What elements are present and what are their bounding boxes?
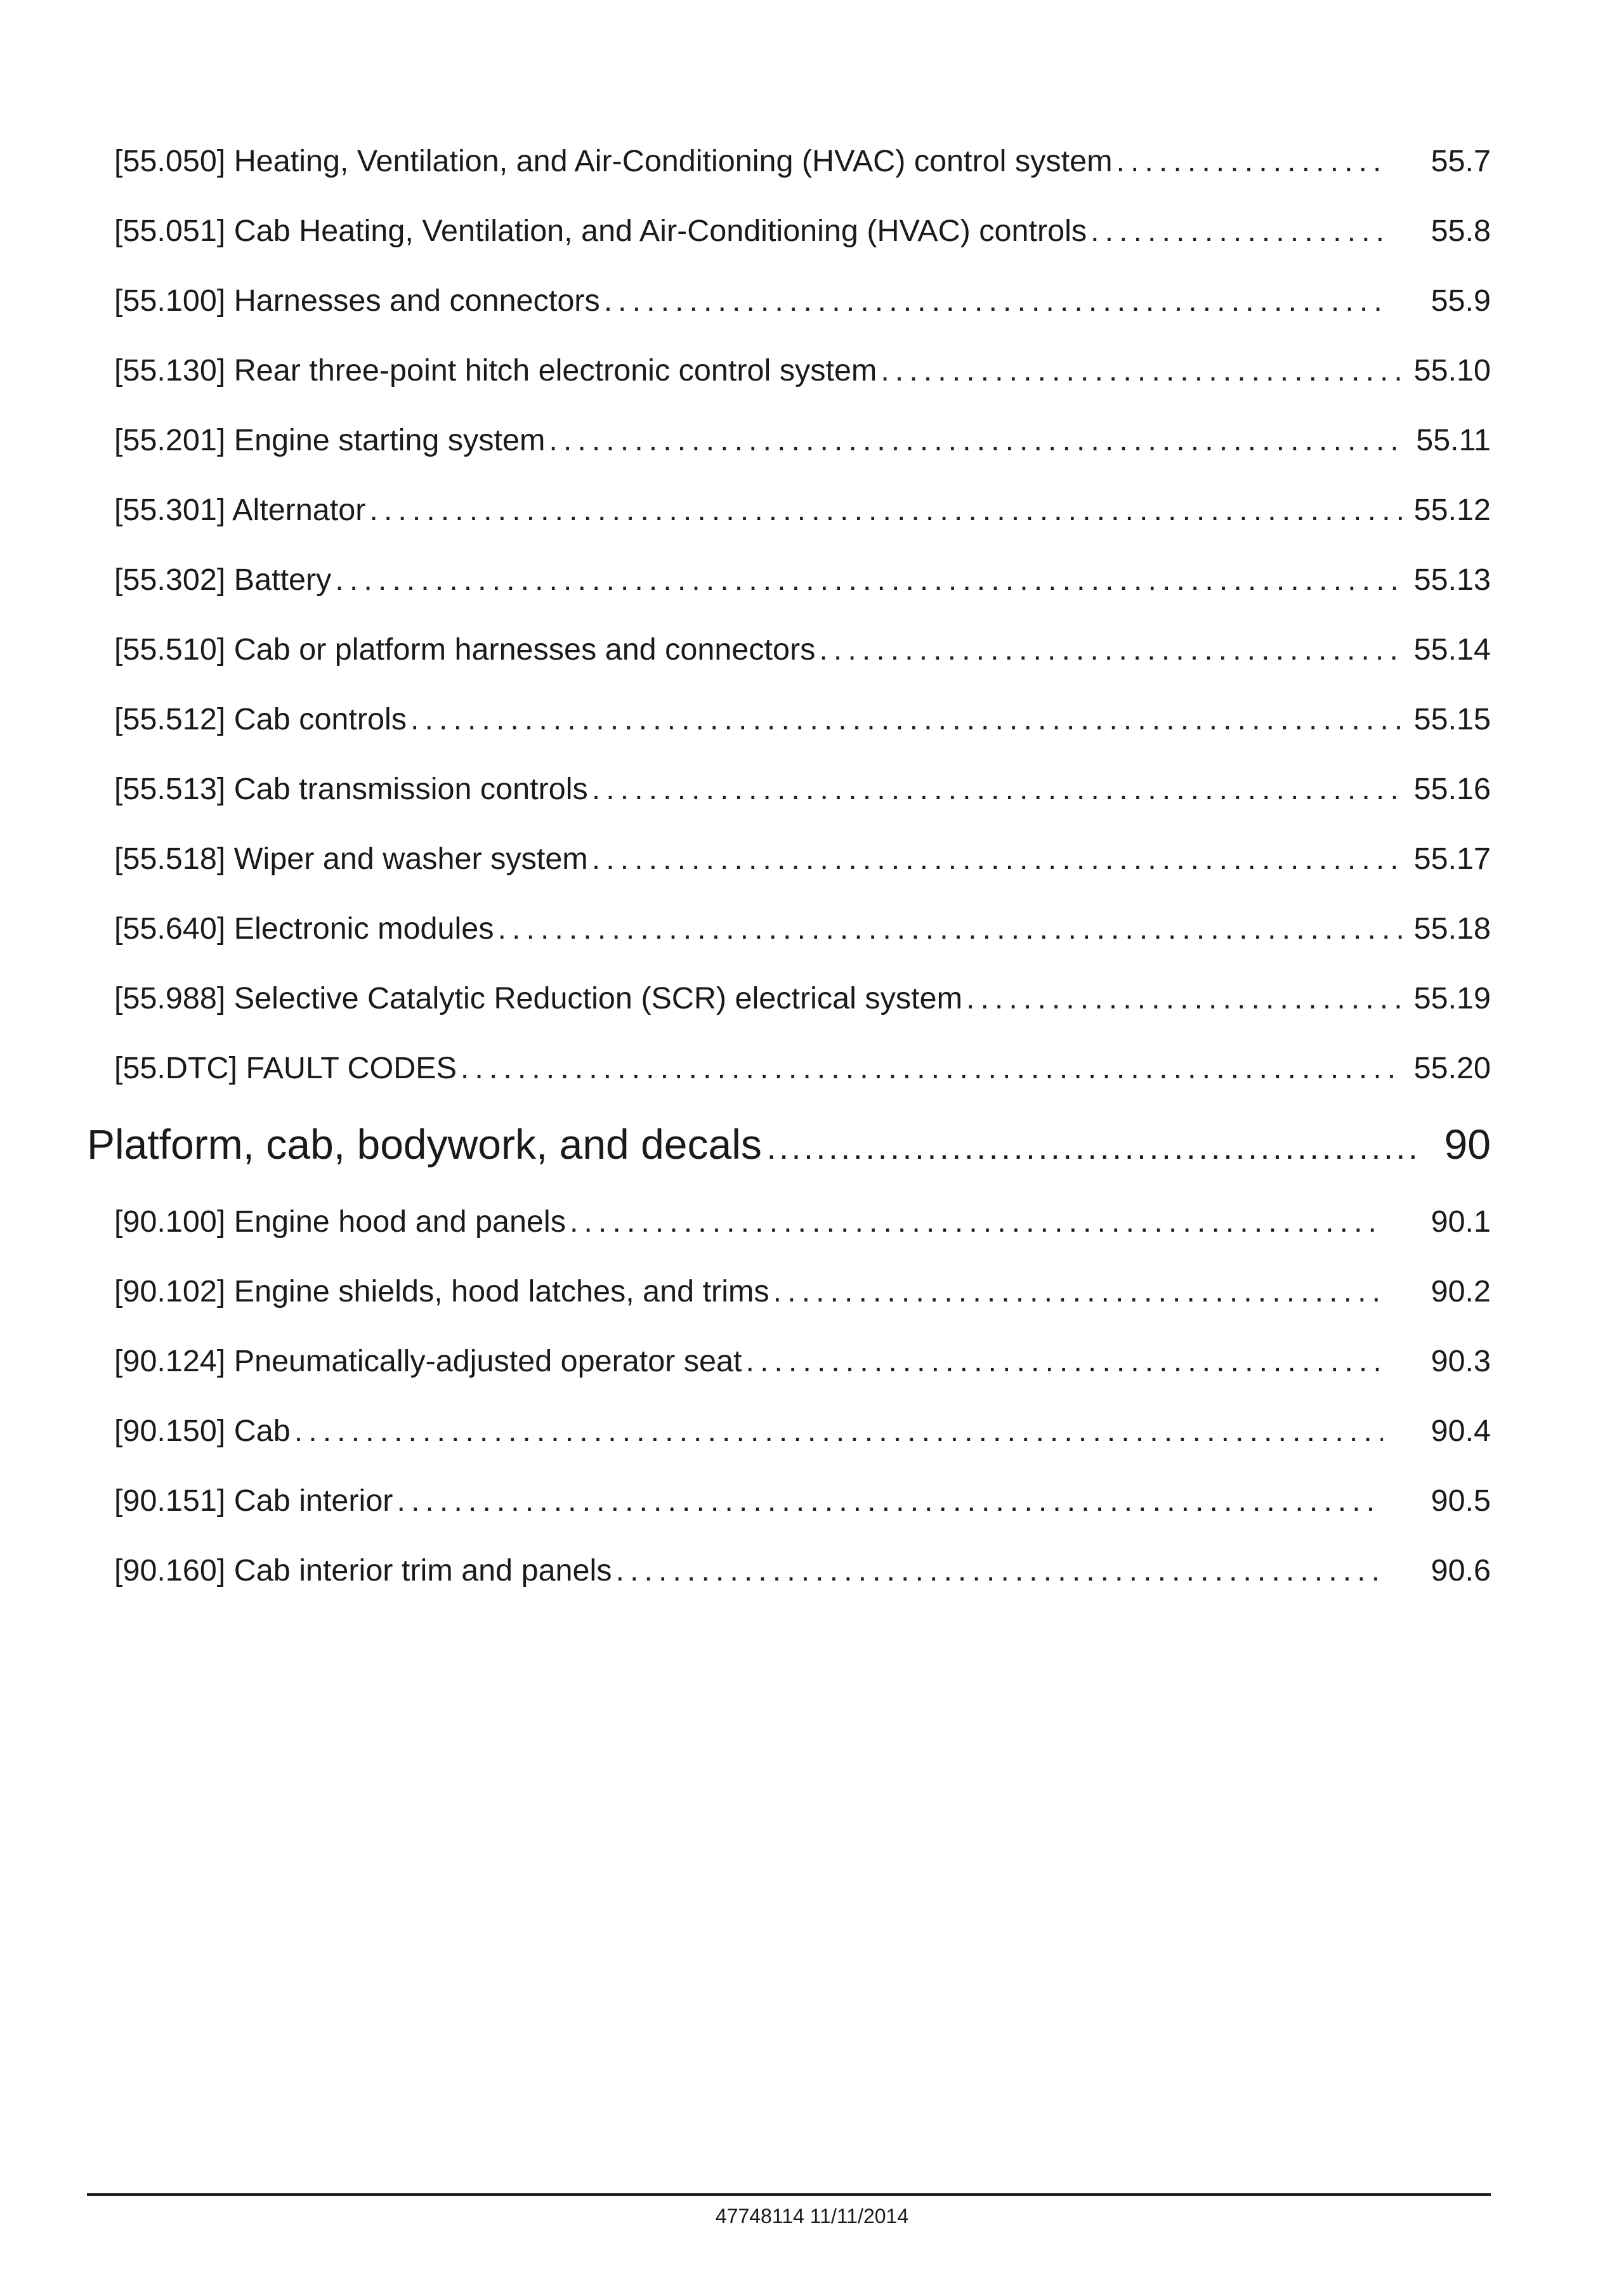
toc-entry-page: 55.9 bbox=[1431, 284, 1491, 318]
toc-entry[interactable] bbox=[114, 1196, 1491, 1247]
toc-entry[interactable] bbox=[114, 833, 1491, 884]
dot-leader bbox=[369, 485, 1402, 535]
toc-entry-title: [55.130] Rear three-point hitch electronic control system bbox=[114, 353, 877, 388]
toc-entry-page: 55.15 bbox=[1413, 702, 1491, 736]
dot-leader bbox=[396, 1475, 1383, 1526]
toc-entry-page: 55.19 bbox=[1413, 981, 1491, 1015]
toc-entry-title: [55.201] Engine starting system bbox=[114, 423, 546, 457]
dot-leader bbox=[410, 694, 1402, 745]
toc-entry[interactable] bbox=[114, 694, 1491, 745]
toc-entry-title: [90.100] Engine hood and panels bbox=[114, 1204, 566, 1239]
dot-leader bbox=[616, 1545, 1383, 1596]
toc-entry[interactable] bbox=[114, 1406, 1491, 1456]
dot-leader bbox=[498, 903, 1402, 954]
dot-leader bbox=[335, 554, 1402, 605]
toc-entry-page: 55.7 bbox=[1431, 144, 1491, 178]
dot-leader bbox=[592, 764, 1402, 814]
dot-leader bbox=[1090, 205, 1383, 256]
toc-entry-page: 55.11 bbox=[1416, 423, 1491, 457]
toc-entry-title: [90.102] Engine shields, hood latches, and trims bbox=[114, 1274, 769, 1308]
toc-entry-title: [55.513] Cab transmission controls bbox=[114, 772, 588, 806]
footer-divider bbox=[87, 2193, 1491, 2196]
toc-entry-page: 90.4 bbox=[1431, 1414, 1491, 1448]
toc-entry[interactable] bbox=[114, 485, 1491, 535]
toc-entry[interactable] bbox=[114, 415, 1491, 466]
toc-entry[interactable] bbox=[114, 554, 1491, 605]
toc-entry[interactable] bbox=[114, 764, 1491, 814]
toc-entry-page: 55.8 bbox=[1431, 214, 1491, 248]
toc-entry-title: [90.160] Cab interior trim and panels bbox=[114, 1553, 612, 1588]
toc-entry[interactable] bbox=[114, 1266, 1491, 1317]
toc-entry-page: 55.16 bbox=[1413, 772, 1491, 806]
dot-leader bbox=[549, 415, 1402, 466]
toc-entry-page: 90.2 bbox=[1431, 1274, 1491, 1308]
dot-leader bbox=[819, 624, 1402, 675]
toc-entry[interactable] bbox=[114, 624, 1491, 675]
toc-entry[interactable] bbox=[114, 345, 1491, 396]
toc-entry[interactable] bbox=[114, 275, 1491, 326]
toc-entry-page: 90.3 bbox=[1431, 1344, 1491, 1378]
toc-entry-page: 55.10 bbox=[1413, 353, 1491, 388]
toc-entry-title: [55.302] Battery bbox=[114, 563, 332, 597]
toc-entry[interactable] bbox=[114, 903, 1491, 954]
dot-leader bbox=[294, 1406, 1383, 1456]
toc-entry[interactable] bbox=[114, 973, 1491, 1024]
dot-leader bbox=[773, 1266, 1383, 1317]
dot-leader bbox=[592, 833, 1402, 884]
dot-leader bbox=[966, 973, 1402, 1024]
toc-entry[interactable] bbox=[114, 1043, 1491, 1093]
toc-entry[interactable] bbox=[114, 136, 1491, 186]
toc-entry-page: 55.13 bbox=[1413, 563, 1491, 597]
toc-entry-page: 55.14 bbox=[1413, 632, 1491, 667]
dot-leader bbox=[604, 275, 1383, 326]
toc-entry-title: [90.124] Pneumatically-adjusted operator seat bbox=[114, 1344, 742, 1378]
toc-entry-title: [55.050] Heating, Ventilation, and Air-Conditioning (HVAC) control system bbox=[114, 144, 1113, 178]
toc-section-page: 90 bbox=[1444, 1121, 1491, 1168]
toc-entry-title: [55.512] Cab controls bbox=[114, 702, 407, 736]
toc-entry[interactable] bbox=[114, 1336, 1491, 1386]
toc-entry-title: [90.150] Cab bbox=[114, 1414, 291, 1448]
toc-entry-title: [55.988] Selective Catalytic Reduction (SCR) electrical system bbox=[114, 981, 962, 1015]
toc-entry[interactable] bbox=[114, 1545, 1491, 1596]
dot-leader bbox=[881, 345, 1402, 396]
dot-leader bbox=[745, 1336, 1383, 1386]
toc-entry-page: 55.17 bbox=[1413, 842, 1491, 876]
footer-document-id: 47748114 11/11/2014 bbox=[715, 2205, 909, 2228]
toc-entry[interactable] bbox=[114, 1475, 1491, 1526]
toc-entry-page: 55.20 bbox=[1413, 1051, 1491, 1085]
dot-leader bbox=[1116, 136, 1383, 186]
toc-section-title: Platform, cab, bodywork, and decals bbox=[87, 1121, 762, 1168]
toc-entry-title: [55.DTC] FAULT CODES bbox=[114, 1051, 457, 1085]
toc-entry-title: [55.510] Cab or platform harnesses and connectors bbox=[114, 632, 816, 667]
dot-leader bbox=[461, 1043, 1402, 1093]
dot-leader bbox=[767, 1116, 1421, 1180]
toc-entry-title: [55.640] Electronic modules bbox=[114, 911, 494, 946]
toc-entry[interactable] bbox=[114, 205, 1491, 256]
toc-entry-page: 55.18 bbox=[1413, 911, 1491, 946]
toc-entry-title: [55.518] Wiper and washer system bbox=[114, 842, 588, 876]
toc-entry-title: [90.151] Cab interior bbox=[114, 1484, 393, 1518]
toc-entry-page: 90.6 bbox=[1431, 1553, 1491, 1588]
toc-entry-page: 90.1 bbox=[1431, 1204, 1491, 1239]
toc-entry-title: [55.051] Cab Heating, Ventilation, and Air-Conditioning (HVAC) controls bbox=[114, 214, 1087, 248]
toc-entry-title: [55.100] Harnesses and connectors bbox=[114, 284, 600, 318]
toc-entry-title: [55.301] Alternator bbox=[114, 493, 366, 527]
toc-section-heading[interactable] bbox=[87, 1112, 1491, 1176]
toc-entry-page: 90.5 bbox=[1431, 1484, 1491, 1518]
toc-entry-page: 55.12 bbox=[1413, 493, 1491, 527]
dot-leader bbox=[570, 1196, 1383, 1247]
